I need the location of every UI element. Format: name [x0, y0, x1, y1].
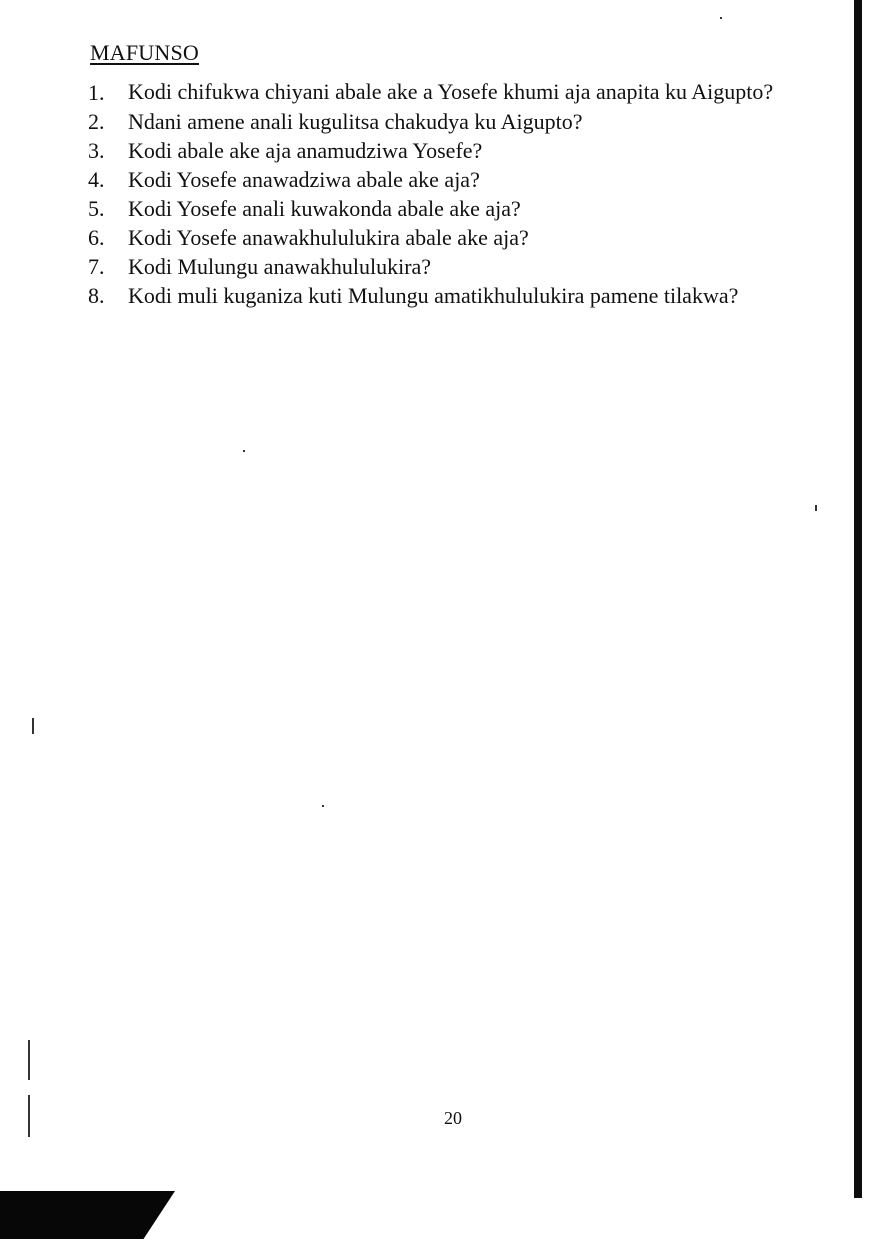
- question-text: Kodi Yosefe anawakhululukira abale ake aja?: [128, 225, 529, 250]
- question-text: Kodi muli kuganiza kuti Mulungu amatikhululukira pamene tilakwa?: [128, 283, 739, 308]
- scan-artifact: [815, 505, 817, 511]
- question-number: 1.: [88, 80, 105, 105]
- question-number: 4.: [88, 167, 105, 192]
- question-number: 3.: [88, 138, 105, 163]
- question-text: Kodi abale ake aja anamudziwa Yosefe?: [128, 138, 483, 163]
- list-item: [88, 252, 828, 281]
- list-item: [88, 107, 828, 136]
- question-text: Kodi chifukwa chiyani abale ake a Yosefe khumi aja anapita ku Aigupto?: [128, 79, 774, 104]
- list-item: [88, 281, 828, 310]
- scan-artifact: [28, 1040, 30, 1080]
- list-item: [88, 78, 828, 107]
- list-item: [88, 165, 828, 194]
- section-heading: MAFUNSO: [90, 40, 199, 65]
- question-number: 6.: [88, 225, 105, 250]
- scan-artifact: [32, 718, 34, 734]
- scan-artifact: [243, 450, 245, 452]
- list-item: [88, 136, 828, 165]
- list-item: [88, 223, 828, 252]
- scan-artifact: [322, 805, 324, 807]
- scan-artifact: [720, 17, 722, 19]
- question-text: Kodi Yosefe anawadziwa abale ake aja?: [128, 167, 480, 192]
- question-number: 2.: [88, 109, 105, 134]
- question-text: Kodi Yosefe anali kuwakonda abale ake aja?: [128, 196, 521, 221]
- scan-edge-shadow: [854, 0, 862, 1198]
- scan-corner-shadow: [0, 1191, 175, 1239]
- question-number: 5.: [88, 196, 105, 221]
- list-item: [88, 194, 828, 223]
- scan-artifact: [28, 1095, 30, 1137]
- question-list: [88, 78, 828, 310]
- question-number: 8.: [88, 283, 105, 308]
- question-text: Kodi Mulungu anawakhululukira?: [128, 254, 432, 279]
- question-text: Ndani amene anali kugulitsa chakudya ku Aigupto?: [128, 109, 583, 134]
- question-number: 7.: [88, 254, 105, 279]
- page-number: 20: [444, 1108, 462, 1128]
